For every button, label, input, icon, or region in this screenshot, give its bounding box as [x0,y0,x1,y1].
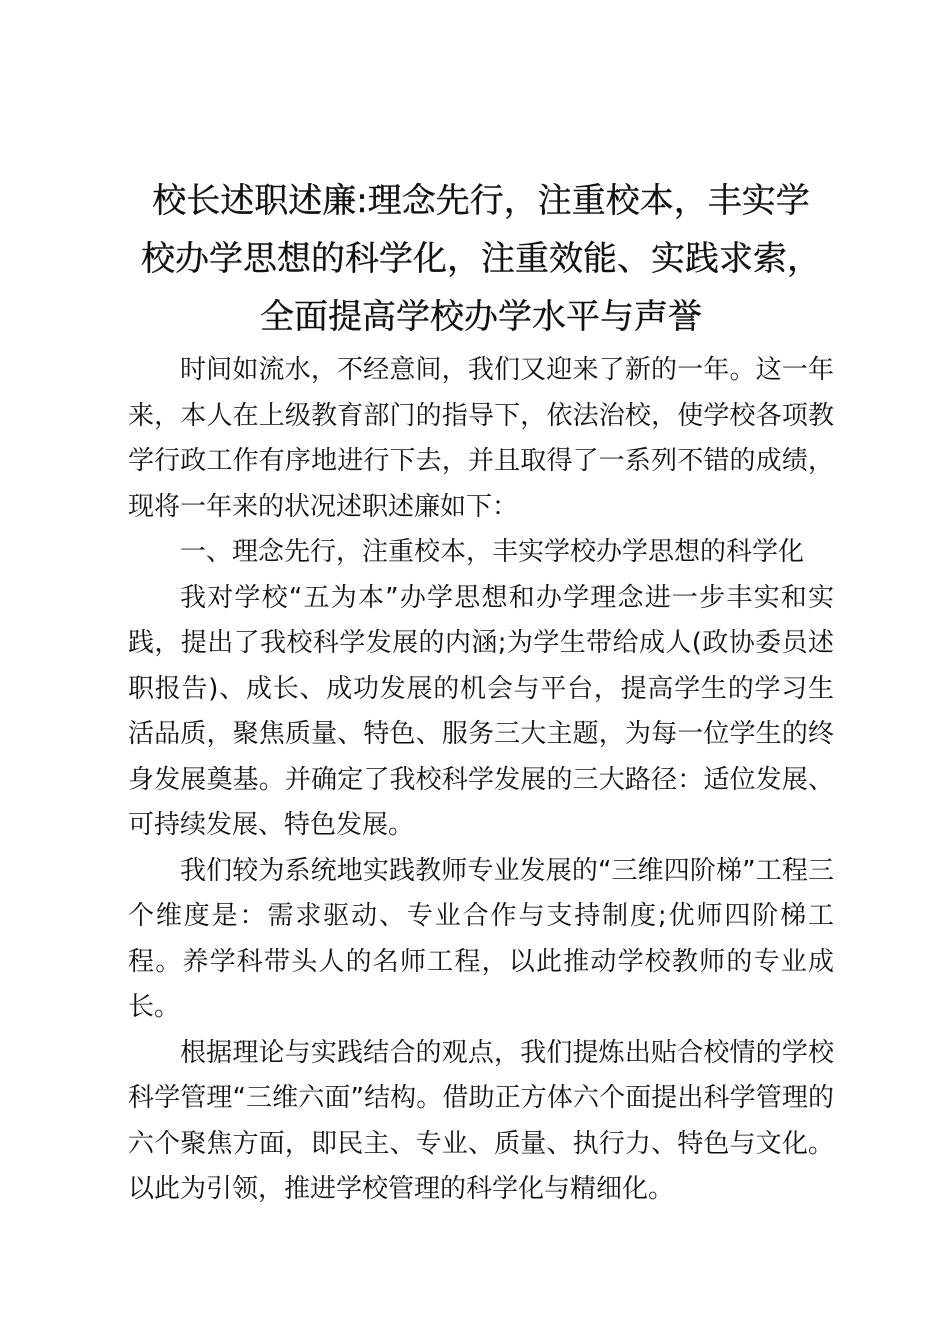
section-heading: 一、理念先行，注重校本，丰实学校办学思想的科学化 [180,537,805,567]
title-line-3: 全面提高学校办学水平与声誉 [260,297,702,337]
title-line-2: 校办学思想的科学化，注重效能、实践求索， [141,239,821,279]
body-paragraph-teachers: 我们较为系统地实践教师专业发展的“三维四阶梯”工程三个维度是：需求驱动、专业合作与支持制度;优师四阶梯工程。养学科带头人的名师工程，以此推动学校教师的专业成长。 [128,855,834,1022]
document-title [128,172,834,346]
body-paragraph-philosophy: 我对学校“五为本”办学思想和办学理念进一步丰实和实践，提出了我校科学发展的内涵;为学生带给成人(政协委员述职报告)、成长、成功发展的机会与平台，提高学生的学习生活品质，聚焦质量、特色、服务三大主题，为每一位学生的终身发展奠基。并确定了我校科学发展的三大路径：适位发展、可持续发展、特色发展。 [128,582,834,840]
document-page [128,172,834,1213]
intro-paragraph: 时间如流水，不经意间，我们又迎来了新的一年。这一年来，本人在上级教育部门的指导下，依法治校，使学校各项教学行政工作有序地进行下去，并且取得了一系列不错的成绩，现将一年来的状况述职述廉如下： [128,355,834,522]
body-paragraph-management: 根据理论与实践结合的观点，我们提炼出贴合校情的学校科学管理“三维六面”结构。借助正方体六个面提出科学管理的六个聚焦方面，即民主、专业、质量、执行力、特色与文化。以此为引领，推进学校管理的科学化与精细化。 [128,1037,834,1204]
title-line-1: 校长述职述廉:理念先行，注重校本，丰实学 [152,181,810,221]
